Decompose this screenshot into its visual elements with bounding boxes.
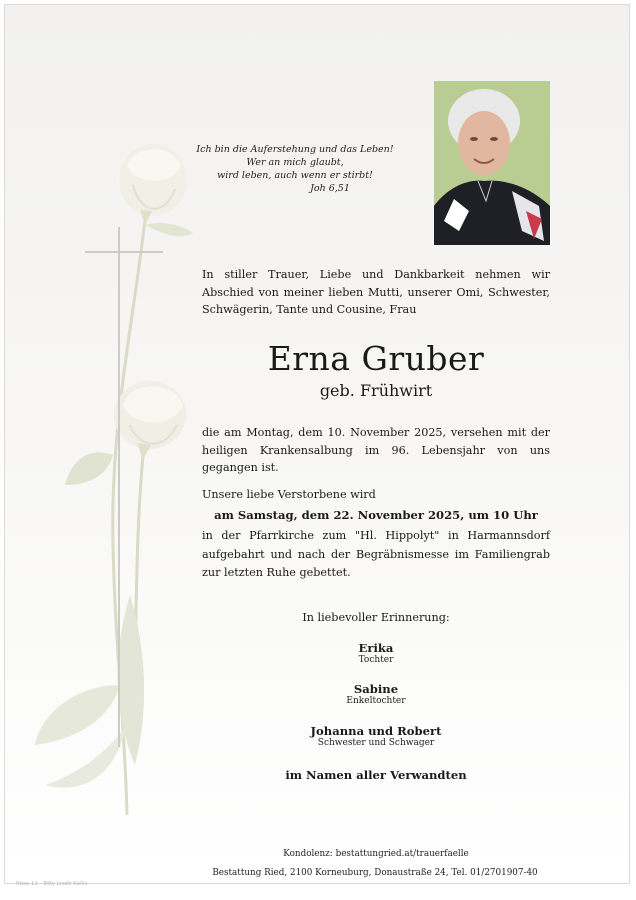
funeral-home-info: Bestattung Ried, 2100 Korneuburg, Donaustraße 24, Tel. 01/2701907-40 bbox=[212, 868, 538, 878]
mourner-name: Sabine bbox=[353, 682, 399, 696]
birth-name: geb. Frühwirt bbox=[319, 381, 433, 400]
mourner-name: Johanna und Robert bbox=[310, 724, 442, 738]
funeral-details: in der Pfarrkirche zum "Hl. Hippolyt" in Harmannsdorf aufgebahrt und nach der Begräbnismesse im Familiengrab zur letzten Ruhe gebettet. bbox=[202, 529, 550, 579]
mourner-entry bbox=[195, 682, 557, 707]
image-credit: Rose 11 - Billy Lisdit Kallis bbox=[16, 881, 88, 887]
quote-line: Wer an mich glaubt, bbox=[246, 157, 344, 168]
quote-line: wird leben, auch wenn er stirbt! bbox=[217, 170, 373, 181]
condolence-link[interactable]: Kondolenz: bestattungried.at/trauerfaelle bbox=[283, 849, 469, 859]
white-rose-icon bbox=[15, 125, 205, 825]
mourner-entry bbox=[195, 724, 557, 749]
mourner-entry bbox=[195, 641, 557, 666]
cross-vertical bbox=[118, 227, 120, 747]
mourner-relation: Tochter bbox=[358, 655, 394, 665]
mourner-name: Erika bbox=[358, 641, 394, 655]
portrait-icon bbox=[434, 81, 550, 245]
bible-quote bbox=[175, 143, 415, 195]
cross-horizontal bbox=[85, 251, 163, 253]
mourner-relation: Enkeltochter bbox=[346, 696, 406, 706]
mourner-relation: Schwester und Schwager bbox=[317, 738, 435, 748]
intro-text: In stiller Trauer, Liebe und Dankbarkeit nehmen wir Abschied von meiner lieben Mutti, unserer Omi, Schwester, Schwägerin, Tante und Cousine, Frau bbox=[202, 268, 550, 316]
portrait-photo bbox=[434, 81, 550, 245]
all-relatives: im Namen aller Verwandten bbox=[285, 768, 467, 782]
quote-reference: Joh 6,51 bbox=[310, 183, 350, 194]
deceased-name: Erna Gruber bbox=[267, 339, 485, 378]
obituary-card bbox=[4, 4, 630, 884]
funeral-intro: Unsere liebe Verstorbene wird bbox=[202, 488, 376, 501]
funeral-date: am Samstag, dem 22. November 2025, um 10 Uhr bbox=[214, 508, 538, 522]
quote-line: Ich bin die Auferstehung und das Leben! bbox=[196, 144, 394, 155]
death-text: die am Montag, dem 10. November 2025, versehen mit der heiligen Krankensalbung im 96. Lebensjahr von uns gegangen ist. bbox=[202, 426, 550, 474]
memory-label: In liebevoller Erinnerung: bbox=[302, 611, 450, 624]
